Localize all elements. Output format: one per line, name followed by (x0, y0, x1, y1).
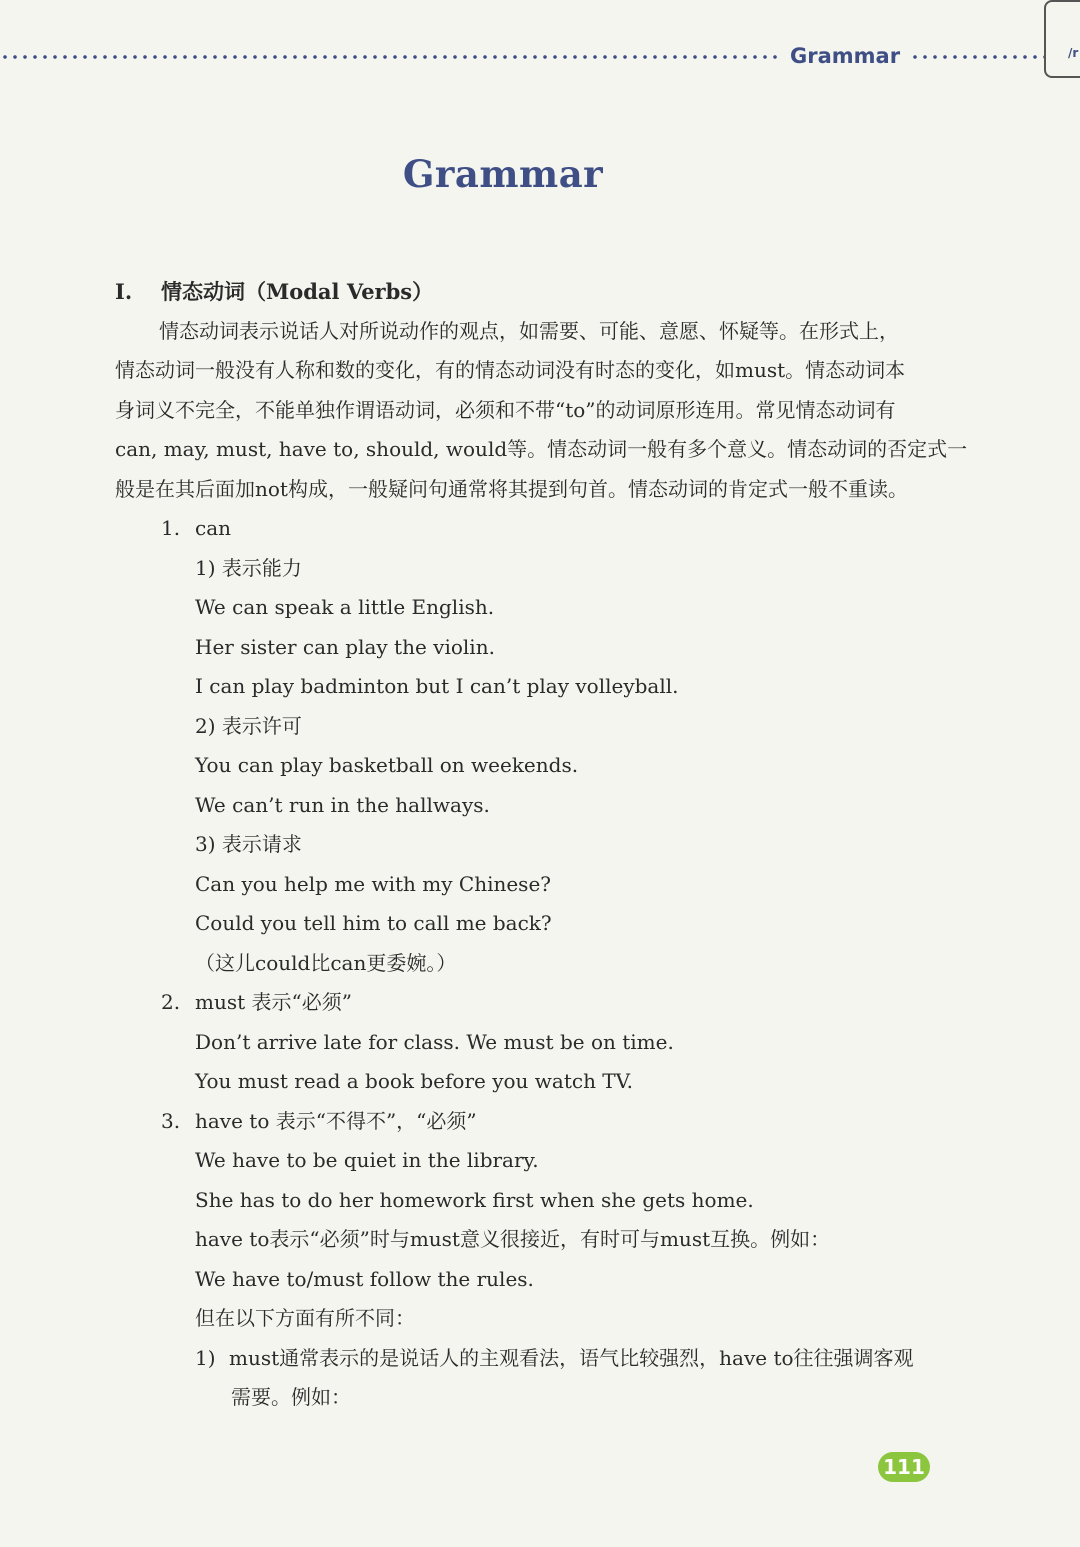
example-sentence: You must read a book before you watch TV. (195, 1069, 633, 1093)
explanation-line: 但在以下方面有所不同： (195, 1306, 415, 1330)
difference-point (115, 1339, 1005, 1379)
intro-line: 情态动词一般没有人称和数的变化，有的情态动词没有时态的变化，如must。情态动词本 (115, 358, 906, 382)
header-dotted-rule-right (910, 54, 1050, 60)
item-heading (115, 1102, 1005, 1142)
item-head: must 表示“必须” (195, 990, 352, 1014)
example-sentence: We can speak a little English. (195, 595, 495, 619)
page-tab-glyph: /r (1068, 46, 1079, 60)
example-sentence: Don’t arrive late for class. We must be on time. (195, 1029, 674, 1054)
section-number: I. (115, 279, 133, 304)
sub-heading: 2) 表示许可 (195, 713, 302, 738)
item-heading (115, 509, 1005, 549)
page-number-badge: 111 (878, 1452, 930, 1482)
point-text: must通常表示的是说话人的主观看法，语气比较强烈，have to往往强调客观 (229, 1345, 914, 1370)
page-body (115, 272, 1005, 1418)
item-number: 3. (161, 1108, 181, 1133)
intro-line: 身词义不完全，不能单独作谓语动词，必须和不带“to”的动词原形连用。常见情态动词有 (115, 397, 896, 422)
example-sentence: Her sister can play the violin. (195, 634, 495, 659)
example-sentence: I can play badminton but I can’t play volleyball. (195, 674, 679, 698)
running-header (0, 44, 1080, 68)
example-sentence: You can play basketball on weekends. (195, 753, 579, 777)
intro-line: 情态动词表示说话人对所说动作的观点，如需要、可能、意愿、怀疑等。在形式上， (159, 318, 899, 343)
sub-heading: 1) 表示能力 (195, 555, 302, 580)
example-sentence: We have to/must follow the rules. (195, 1266, 534, 1291)
example-note: （这儿could比can更委婉。） (195, 950, 457, 975)
running-header-title: Grammar (790, 44, 901, 68)
section-heading (115, 272, 1005, 312)
point-text-continued: 需要。例如： (231, 1385, 351, 1409)
intro-line: can, may, must, have to, should, would等。情态动词一般有多个意义。情态动词的否定式一 (115, 437, 968, 461)
page-title: Grammar (402, 152, 604, 196)
item-head: have to 表示“不得不”，“必须” (195, 1108, 477, 1133)
item-heading (115, 983, 1005, 1023)
header-dotted-rule-left (0, 54, 782, 60)
item-number: 1. (161, 516, 181, 540)
point-number: 1) (195, 1345, 216, 1370)
item-number: 2. (161, 990, 181, 1014)
page-tab-edge (1044, 0, 1080, 78)
item-head: can (195, 516, 232, 540)
intro-line: 般是在其后面加not构成，一般疑问句通常将其提到句首。情态动词的肯定式一般不重读。 (115, 476, 908, 501)
example-sentence: She has to do her homework first when she gets home. (195, 1187, 754, 1212)
explanation-line: have to表示“必须”时与must意义很接近，有时可与must互换。例如： (195, 1227, 831, 1251)
example-sentence: Can you help me with my Chinese? (195, 871, 552, 896)
example-sentence: Could you tell him to call me back? (195, 911, 552, 935)
example-sentence: We have to be quiet in the library. (195, 1148, 539, 1172)
section-title: 情态动词（Modal Verbs） (161, 279, 434, 304)
example-sentence: We can’t run in the hallways. (195, 792, 490, 817)
sub-heading: 3) 表示请求 (195, 832, 302, 856)
